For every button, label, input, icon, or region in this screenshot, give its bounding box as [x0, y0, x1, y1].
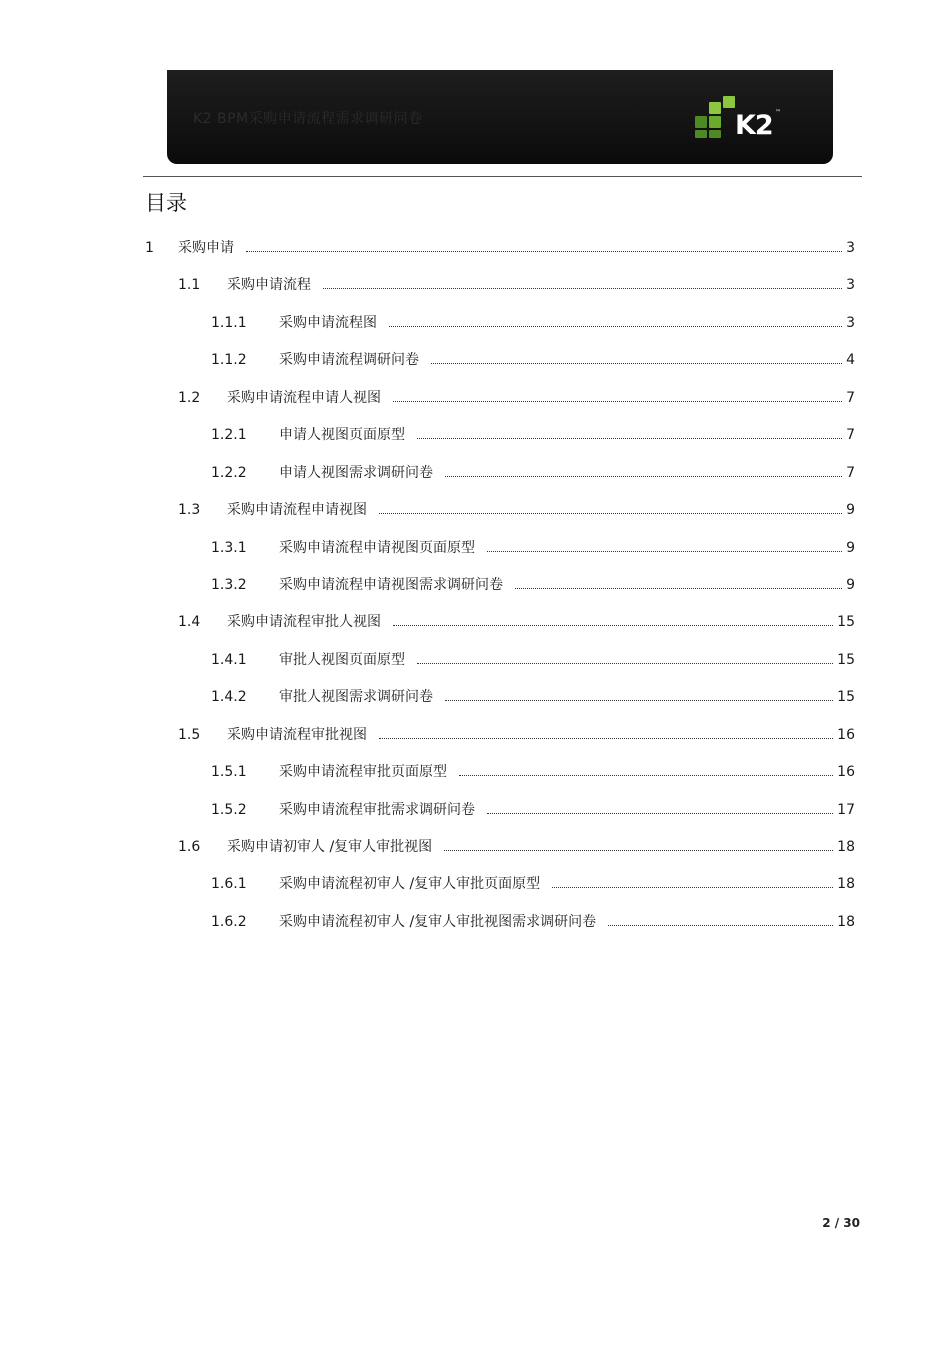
toc-entry-page: 18 [837, 914, 855, 930]
toc-dot-leader [417, 663, 833, 664]
toc-entry-title: 采购申请初审人 /复审人审批视图 [227, 839, 433, 855]
toc-entry-page: 3 [846, 315, 855, 331]
toc-entry-number: 1.4.1 [211, 652, 247, 668]
header-divider [143, 176, 862, 177]
toc-entry[interactable] [145, 238, 855, 258]
toc-dot-leader [389, 326, 842, 327]
toc-entry[interactable] [211, 687, 855, 707]
logo-square-icon [723, 96, 735, 108]
toc-entry[interactable] [211, 538, 855, 558]
toc-heading: 目录 [145, 191, 187, 215]
toc-entry[interactable] [178, 500, 855, 520]
page-number: 2 / 30 [822, 1216, 860, 1230]
toc-entry-title: 采购申请流程申请视图需求调研问卷 [279, 577, 503, 593]
k2-logo [695, 94, 785, 142]
toc-dot-leader [246, 251, 842, 252]
toc-dot-leader [431, 363, 842, 364]
toc-entry-title: 采购申请流程审批视图 [227, 727, 367, 743]
toc-entry[interactable] [211, 650, 855, 670]
toc-entry-page: 16 [837, 764, 855, 780]
toc-entry-page: 9 [846, 577, 855, 593]
logo-square-icon [709, 102, 721, 114]
toc-entry-page: 4 [846, 352, 855, 368]
toc-dot-leader [379, 738, 833, 739]
toc-entry-number: 1.1 [178, 277, 201, 293]
toc-entry-number: 1.4.2 [211, 689, 247, 705]
toc-entry-number: 1.6 [178, 839, 201, 855]
toc-entry-number: 1.6.1 [211, 876, 247, 892]
logo-square-icon [695, 116, 707, 128]
toc-entry-number: 1.2.1 [211, 427, 247, 443]
toc-entry-page: 18 [837, 839, 855, 855]
toc-entry-page: 15 [837, 652, 855, 668]
toc-entry-page: 17 [837, 802, 855, 818]
toc-entry-title: 采购申请流程审批需求调研问卷 [279, 802, 475, 818]
logo-square-icon [709, 116, 721, 128]
toc-entry[interactable] [178, 837, 855, 857]
toc-entry-title: 审批人视图需求调研问卷 [279, 689, 433, 705]
document-header-banner [167, 70, 833, 164]
toc-dot-leader [379, 513, 842, 514]
toc-entry-title: 采购申请流程申请视图 [227, 502, 367, 518]
toc-entry-title: 申请人视图页面原型 [279, 427, 405, 443]
toc-dot-leader [459, 775, 833, 776]
toc-entry[interactable] [211, 313, 855, 333]
logo-square-icon [695, 130, 707, 138]
toc-entry-title: 采购申请流程申请人视图 [227, 390, 381, 406]
toc-entry-page: 7 [846, 390, 855, 406]
toc-entry[interactable] [211, 874, 855, 894]
toc-entry-page: 7 [846, 465, 855, 481]
toc-entry-page: 7 [846, 427, 855, 443]
toc-entry-page: 9 [846, 502, 855, 518]
toc-entry-number: 1.1.2 [211, 352, 247, 368]
toc-entry[interactable] [211, 463, 855, 483]
toc-entry[interactable] [178, 612, 855, 632]
toc-dot-leader [444, 850, 833, 851]
toc-entry[interactable] [211, 425, 855, 445]
toc-entry-title: 采购申请流程申请视图页面原型 [279, 540, 475, 556]
toc-entry[interactable] [211, 350, 855, 370]
toc-entry-number: 1.6.2 [211, 914, 247, 930]
toc-entry-number: 1.5 [178, 727, 201, 743]
toc-entry-number: 1.4 [178, 614, 201, 630]
toc-entry-page: 9 [846, 540, 855, 556]
toc-dot-leader [417, 438, 842, 439]
toc-entry[interactable] [178, 725, 855, 745]
toc-entry-title: 采购申请流程 [227, 277, 311, 293]
toc-entry-title: 采购申请流程审批页面原型 [279, 764, 447, 780]
toc-dot-leader [323, 288, 842, 289]
toc-dot-leader [515, 588, 842, 589]
toc-dot-leader [393, 625, 833, 626]
toc-entry-number: 1.1.1 [211, 315, 247, 331]
toc-entry-number: 1.5.1 [211, 764, 247, 780]
toc-entry-number: 1.2.2 [211, 465, 247, 481]
logo-wordmark: K2 [735, 110, 773, 141]
toc-entry-number: 1.3.1 [211, 540, 247, 556]
toc-entry-page: 3 [846, 277, 855, 293]
toc-entry-number: 1.5.2 [211, 802, 247, 818]
toc-dot-leader [445, 476, 842, 477]
toc-entry-title: 采购申请流程审批人视图 [227, 614, 381, 630]
toc-entry[interactable] [178, 388, 855, 408]
toc-entry-title: 审批人视图页面原型 [279, 652, 405, 668]
toc-entry[interactable] [211, 800, 855, 820]
toc-dot-leader [487, 551, 842, 552]
toc-entry-number: 1.3 [178, 502, 201, 518]
toc-entry-title: 采购申请流程初审人 /复审人审批视图需求调研问卷 [279, 914, 597, 930]
toc-entry[interactable] [178, 275, 855, 295]
toc-entry-title: 采购申请流程调研问卷 [279, 352, 419, 368]
logo-square-icon [709, 130, 721, 138]
toc-dot-leader [393, 401, 842, 402]
toc-dot-leader [552, 887, 833, 888]
toc-dot-leader [445, 700, 833, 701]
toc-dot-leader [608, 925, 833, 926]
toc-entry-number: 1 [145, 240, 154, 256]
toc-entry-title: 采购申请流程初审人 /复审人审批页面原型 [279, 876, 541, 892]
toc-entry-page: 18 [837, 876, 855, 892]
toc-entry-page: 16 [837, 727, 855, 743]
toc-entry-title: 申请人视图需求调研问卷 [279, 465, 433, 481]
toc-entry[interactable] [211, 575, 855, 595]
document-title: K2 BPM采购申请流程需求调研问卷 [193, 111, 423, 127]
toc-entry-number: 1.2 [178, 390, 201, 406]
toc-dot-leader [487, 813, 833, 814]
toc-entry-number: 1.3.2 [211, 577, 247, 593]
logo-trademark: ™ [775, 109, 781, 116]
toc-entry-page: 15 [837, 614, 855, 630]
toc-entry-page: 15 [837, 689, 855, 705]
toc-entry[interactable] [211, 912, 855, 932]
toc-entry[interactable] [211, 762, 855, 782]
toc-entry-title: 采购申请 [178, 240, 234, 256]
toc-entry-title: 采购申请流程图 [279, 315, 377, 331]
toc-entry-page: 3 [846, 240, 855, 256]
